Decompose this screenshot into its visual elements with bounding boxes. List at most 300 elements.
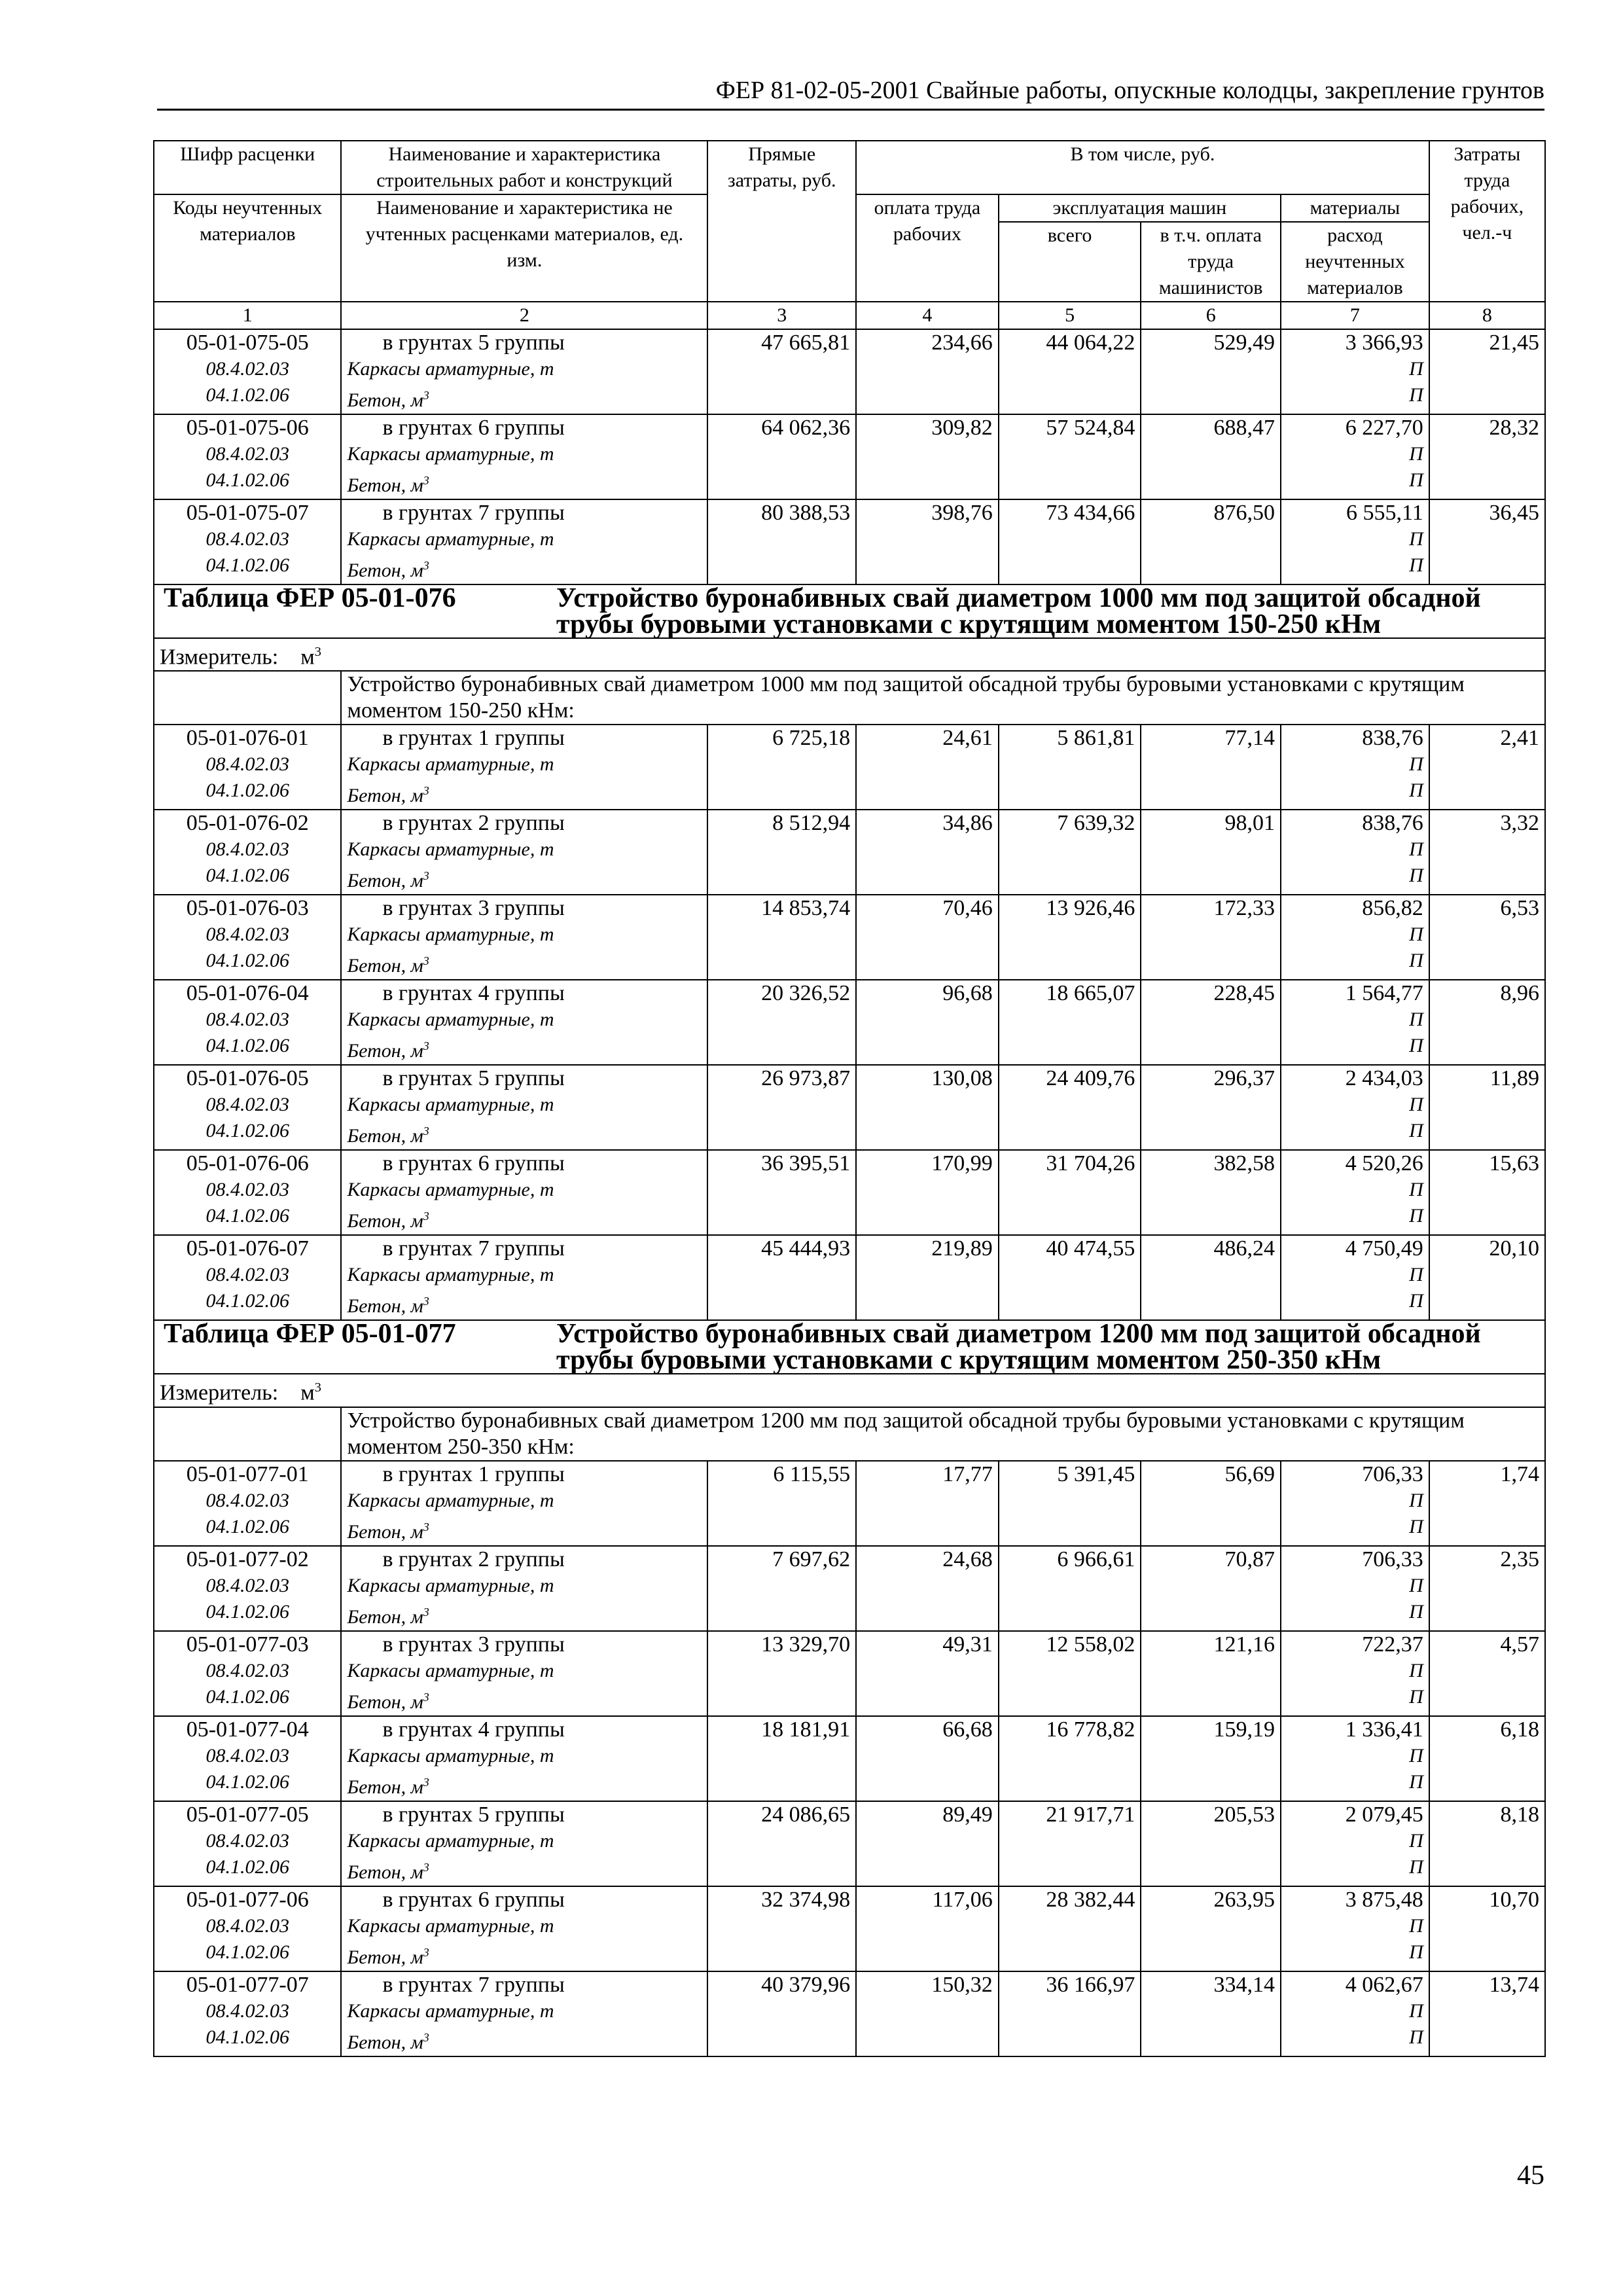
material-name-concrete (347, 2024, 702, 2056)
material-name-concrete (347, 1769, 702, 1801)
material-code: 04.1.02.06 (205, 780, 289, 802)
rate-code-cell (154, 1716, 341, 1801)
value-direct: 32 374,98 (707, 1886, 856, 1971)
material-flag: П (1409, 1914, 1423, 1937)
material-code: 04.1.02.06 (205, 1941, 289, 1963)
rate-name: в грунтах 2 группы (382, 1547, 565, 1571)
value-machinists: 876,50 (1141, 499, 1281, 584)
value-materials: 3 875,48 (1345, 1887, 1423, 1912)
table-row (154, 1461, 1545, 1546)
value-direct: 36 395,51 (707, 1150, 856, 1235)
value-mach: 24 409,76 (999, 1065, 1141, 1150)
material-code: 08.4.02.03 (205, 1179, 289, 1201)
rate-code: 05-01-075-07 (186, 501, 309, 525)
material-code: 08.4.02.03 (205, 1264, 289, 1286)
table-row (154, 329, 1545, 414)
unit-label: Измеритель: (160, 1380, 279, 1405)
rate-code-cell (154, 1631, 341, 1716)
table-row (154, 1235, 1545, 1320)
table-row (154, 1065, 1545, 1150)
superscript: 3 (423, 1520, 429, 1534)
material-flag: П (1409, 1574, 1423, 1596)
rate-code: 05-01-076-05 (186, 1066, 309, 1091)
empty-cell (154, 1407, 341, 1461)
value-materials: 2 434,03 (1345, 1066, 1423, 1091)
material-name: Каркасы арматурные, т (347, 838, 554, 861)
rate-code-cell (154, 414, 341, 499)
rate-name-cell (341, 810, 707, 895)
rate-name-cell (341, 1801, 707, 1886)
rate-code-cell (154, 1546, 341, 1631)
value-mach: 16 778,82 (999, 1716, 1141, 1801)
material-code: 04.1.02.06 (205, 1770, 289, 1793)
value-labor_pay: 219,89 (856, 1235, 999, 1320)
table-row (154, 1801, 1545, 1886)
value-labor: 2,41 (1429, 725, 1545, 810)
value-labor: 15,63 (1429, 1150, 1545, 1235)
value-direct: 47 665,81 (707, 329, 856, 414)
material-name: Каркасы арматурные, т (347, 1659, 554, 1681)
value-materials: 838,76 (1362, 811, 1423, 836)
material-name-text: Бетон, м (347, 785, 423, 807)
table-row (154, 980, 1545, 1065)
material-name: Каркасы арматурные, т (347, 1094, 554, 1116)
superscript: 3 (423, 1295, 429, 1308)
value-materials: 4 520,26 (1345, 1151, 1423, 1176)
rate-name-cell (341, 1546, 707, 1631)
material-code: 04.1.02.06 (205, 1205, 289, 1227)
superscript: 3 (423, 389, 429, 402)
value-machinists: 296,37 (1141, 1065, 1281, 1150)
rate-name-cell (341, 1235, 707, 1320)
value-labor_pay: 117,06 (856, 1886, 999, 1971)
value-machinists: 486,24 (1141, 1235, 1281, 1320)
rate-code-cell (154, 1065, 341, 1150)
material-name-text: Бетон, м (347, 1520, 423, 1543)
table-label: Таблица ФЕР 05-01-077 (164, 1319, 456, 1350)
value-materials: 4 750,49 (1345, 1236, 1423, 1261)
unit-label: Измеритель: (160, 645, 279, 670)
material-name: Каркасы арматурные, т (347, 358, 554, 380)
material-flag: П (1409, 358, 1423, 380)
material-name: Каркасы арматурные, т (347, 1179, 554, 1201)
material-name: Каркасы арматурные, т (347, 1574, 554, 1596)
material-name-concrete (347, 1514, 702, 1545)
material-name-text: Бетон, м (347, 955, 423, 977)
value-machinists: 529,49 (1141, 329, 1281, 414)
table-row (154, 499, 1545, 584)
material-code: 04.1.02.06 (205, 1685, 289, 1708)
table-row (154, 414, 1545, 499)
value-mach: 21 917,71 (999, 1801, 1141, 1886)
rate-code-cell (154, 1801, 341, 1886)
material-name-concrete (347, 778, 702, 809)
material-flag: П (1409, 1770, 1423, 1793)
material-flag: П (1409, 780, 1423, 802)
value-mach: 28 382,44 (999, 1886, 1141, 1971)
rate-name: в грунтах 6 группы (382, 416, 565, 440)
material-name-concrete (347, 1684, 702, 1715)
description-row (154, 1407, 1545, 1461)
rate-name-cell (341, 1886, 707, 1971)
value-machinists: 172,33 (1141, 895, 1281, 980)
material-code: 04.1.02.06 (205, 384, 289, 406)
rate-code: 05-01-075-06 (186, 416, 309, 440)
page-number: 45 (1517, 2161, 1544, 2191)
value-mach: 6 966,61 (999, 1546, 1141, 1631)
material-flag: П (1409, 1035, 1423, 1057)
value-mach: 73 434,66 (999, 499, 1141, 584)
rate-name-cell (341, 1631, 707, 1716)
rate-code: 05-01-076-03 (186, 896, 309, 921)
material-flag: П (1409, 1659, 1423, 1681)
value-materials-cell (1281, 1461, 1429, 1546)
material-code: 08.4.02.03 (205, 1094, 289, 1116)
rate-code-cell (154, 329, 341, 414)
value-machinists: 159,19 (1141, 1716, 1281, 1801)
rate-name-cell (341, 1150, 707, 1235)
superscript: 3 (423, 1945, 429, 1959)
rate-name: в грунтах 7 группы (382, 1972, 565, 1997)
value-direct: 6 725,18 (707, 725, 856, 810)
value-direct: 13 329,70 (707, 1631, 856, 1716)
material-flag: П (1409, 1179, 1423, 1201)
superscript: 3 (423, 1690, 429, 1704)
value-machinists: 688,47 (1141, 414, 1281, 499)
value-labor_pay: 24,68 (856, 1546, 999, 1631)
unit-row (154, 638, 1545, 671)
material-flag: П (1409, 1941, 1423, 1963)
rate-code: 05-01-077-06 (186, 1887, 309, 1912)
material-name: Каркасы арматурные, т (347, 924, 554, 946)
value-materials-cell (1281, 1716, 1429, 1801)
material-code: 08.4.02.03 (205, 1009, 289, 1031)
material-code: 08.4.02.03 (205, 838, 289, 861)
material-name-text: Бетон, м (347, 1776, 423, 1798)
superscript: 3 (423, 1039, 429, 1053)
col-num: 2 (341, 302, 707, 329)
rate-code: 05-01-077-05 (186, 1802, 309, 1827)
value-labor: 6,18 (1429, 1716, 1545, 1801)
value-labor: 2,35 (1429, 1546, 1545, 1631)
material-code: 04.1.02.06 (205, 1515, 289, 1537)
value-machinists: 121,16 (1141, 1631, 1281, 1716)
value-labor_pay: 150,32 (856, 1971, 999, 2056)
header-rule (157, 109, 1544, 111)
value-labor_pay: 70,46 (856, 895, 999, 980)
rate-code: 05-01-077-02 (186, 1547, 309, 1571)
value-machinists: 334,14 (1141, 1971, 1281, 2056)
material-flag: П (1409, 1094, 1423, 1116)
material-name-text: Бетон, м (347, 1605, 423, 1628)
value-labor_pay: 130,08 (856, 1065, 999, 1150)
value-machinists: 228,45 (1141, 980, 1281, 1065)
value-materials-cell (1281, 329, 1429, 414)
value-mach: 36 166,97 (999, 1971, 1141, 2056)
material-name: Каркасы арматурные, т (347, 1829, 554, 1852)
value-labor_pay: 96,68 (856, 980, 999, 1065)
value-materials: 722,37 (1362, 1632, 1423, 1657)
material-flag: П (1409, 1600, 1423, 1623)
material-flag: П (1409, 1009, 1423, 1031)
material-name-text: Бетон, м (347, 1040, 423, 1062)
material-flag: П (1409, 1120, 1423, 1142)
value-materials: 838,76 (1362, 726, 1423, 751)
material-name-text: Бетон, м (347, 1861, 423, 1883)
col-machinists: в т.ч. оплата труда машинистов (1141, 222, 1281, 302)
material-name-concrete (347, 552, 702, 584)
rate-name: в грунтах 2 группы (382, 811, 565, 836)
material-flag: П (1409, 924, 1423, 946)
material-flag: П (1409, 1856, 1423, 1878)
table-row (154, 725, 1545, 810)
value-mach: 31 704,26 (999, 1150, 1141, 1235)
col-name: Наименование и характеристика строительных работ и конструкций (341, 141, 707, 194)
rate-name-cell (341, 414, 707, 499)
value-labor: 28,32 (1429, 414, 1545, 499)
value-labor: 36,45 (1429, 499, 1545, 584)
value-materials: 706,33 (1362, 1462, 1423, 1486)
rate-name: в грунтах 1 группы (382, 1462, 565, 1486)
unit-row (154, 1374, 1545, 1407)
table-title: Устройство буронабивных свай диаметром 1200 мм под защитой обсадной трубы буровыми установками с крутящим моментом 250-350 кНм (556, 1319, 1481, 1376)
material-code: 08.4.02.03 (205, 1659, 289, 1681)
rate-code-cell (154, 1235, 341, 1320)
value-materials-cell (1281, 499, 1429, 584)
value-materials-cell (1281, 1631, 1429, 1716)
material-code: 08.4.02.03 (205, 1829, 289, 1852)
table-title-row (154, 584, 1545, 638)
table-title-row (154, 1320, 1545, 1374)
material-flag: П (1409, 1205, 1423, 1227)
value-direct: 6 115,55 (707, 1461, 856, 1546)
rate-name: в грунтах 4 группы (382, 981, 565, 1006)
rate-code: 05-01-077-04 (186, 1717, 309, 1742)
value-materials-cell (1281, 414, 1429, 499)
unit-value: м (300, 1380, 315, 1405)
value-direct: 45 444,93 (707, 1235, 856, 1320)
rate-code: 05-01-077-03 (186, 1632, 309, 1657)
table-row (154, 1150, 1545, 1235)
rate-name: в грунтах 5 группы (382, 331, 565, 355)
value-labor: 8,96 (1429, 980, 1545, 1065)
table-row (154, 1716, 1545, 1801)
value-mach: 57 524,84 (999, 414, 1141, 499)
material-name-text: Бетон, м (347, 1210, 423, 1232)
rate-name: в грунтах 6 группы (382, 1887, 565, 1912)
description-row (154, 671, 1545, 725)
material-name: Каркасы арматурные, т (347, 1489, 554, 1511)
value-materials-cell (1281, 1886, 1429, 1971)
rate-name-cell (341, 980, 707, 1065)
value-labor_pay: 309,82 (856, 414, 999, 499)
material-code: 08.4.02.03 (205, 753, 289, 776)
table-row (154, 1971, 1545, 2056)
material-flag: П (1409, 1290, 1423, 1312)
rate-code: 05-01-075-05 (186, 331, 309, 355)
material-name-text: Бетон, м (347, 870, 423, 892)
rate-name-cell (341, 499, 707, 584)
material-name-text: Бетон, м (347, 2031, 423, 2053)
rate-code: 05-01-077-07 (186, 1972, 309, 1997)
material-flag: П (1409, 1489, 1423, 1511)
value-machinists: 205,53 (1141, 1801, 1281, 1886)
col-incl: В том числе, руб. (856, 141, 1429, 194)
rate-name-cell (341, 1461, 707, 1546)
superscript: 3 (314, 1380, 321, 1395)
material-code: 04.1.02.06 (205, 1600, 289, 1623)
rate-code: 05-01-077-01 (186, 1462, 309, 1486)
value-materials: 4 062,67 (1345, 1972, 1423, 1997)
value-direct: 80 388,53 (707, 499, 856, 584)
material-name-text: Бетон, м (347, 1125, 423, 1147)
material-name-text: Бетон, м (347, 475, 423, 496)
col-shifr: Шифр расценки (154, 141, 341, 194)
value-labor_pay: 17,77 (856, 1461, 999, 1546)
col-materials: материалы (1281, 194, 1429, 222)
material-code: 04.1.02.06 (205, 469, 289, 491)
material-code: 08.4.02.03 (205, 1914, 289, 1937)
value-direct: 8 512,94 (707, 810, 856, 895)
material-name: Каркасы арматурные, т (347, 528, 554, 550)
unit-cell (154, 638, 1545, 671)
rate-name-cell (341, 725, 707, 810)
table-title: Устройство буронабивных свай диаметром 1000 мм под защитой обсадной трубы буровыми установками с крутящим моментом 150-250 кНм (556, 583, 1481, 639)
rate-code: 05-01-076-07 (186, 1236, 309, 1261)
material-flag: П (1409, 1829, 1423, 1852)
material-flag: П (1409, 554, 1423, 576)
material-flag: П (1409, 2026, 1423, 2048)
material-name-concrete (347, 948, 702, 979)
value-labor_pay: 398,76 (856, 499, 999, 584)
material-name-concrete (347, 1203, 702, 1234)
value-direct: 7 697,62 (707, 1546, 856, 1631)
value-materials: 1 564,77 (1345, 981, 1423, 1006)
value-machinists: 263,95 (1141, 1886, 1281, 1971)
material-flag: П (1409, 2000, 1423, 2022)
value-materials-cell (1281, 1546, 1429, 1631)
value-direct: 64 062,36 (707, 414, 856, 499)
material-name: Каркасы арматурные, т (347, 753, 554, 776)
material-code: 04.1.02.06 (205, 554, 289, 576)
value-labor_pay: 170,99 (856, 1150, 999, 1235)
superscript: 3 (423, 2030, 429, 2044)
col-num: 7 (1281, 302, 1429, 329)
col-codes: Коды неучтенных материалов (154, 194, 341, 302)
value-direct: 14 853,74 (707, 895, 856, 980)
rate-name: в грунтах 3 группы (382, 1632, 565, 1657)
superscript: 3 (423, 1605, 429, 1619)
material-flag: П (1409, 384, 1423, 406)
rates-table (153, 140, 1546, 2057)
value-mach: 13 926,46 (999, 895, 1141, 980)
material-code: 04.1.02.06 (205, 1856, 289, 1878)
rate-name-cell (341, 1716, 707, 1801)
table-body (154, 141, 1545, 2056)
rate-name: в грунтах 1 группы (382, 726, 565, 751)
material-flag: П (1409, 528, 1423, 550)
material-code: 04.1.02.06 (205, 1035, 289, 1057)
value-materials-cell (1281, 1801, 1429, 1886)
value-labor: 8,18 (1429, 1801, 1545, 1886)
superscript: 3 (423, 1860, 429, 1874)
col-num: 8 (1429, 302, 1545, 329)
material-code: 08.4.02.03 (205, 358, 289, 380)
material-name-text: Бетон, м (347, 389, 423, 411)
value-mach: 44 064,22 (999, 329, 1141, 414)
table-description: Устройство буронабивных свай диаметром 1000 мм под защитой обсадной трубы буровыми установками с крутящим моментом 150-250 кНм: (341, 671, 1545, 725)
material-flag: П (1409, 950, 1423, 972)
value-mach: 7 639,32 (999, 810, 1141, 895)
material-code: 04.1.02.06 (205, 2026, 289, 2048)
col-num: 5 (999, 302, 1141, 329)
table-title-cell (154, 584, 1545, 638)
material-name-text: Бетон, м (347, 1691, 423, 1713)
value-materials: 856,82 (1362, 896, 1423, 921)
rate-name-cell (341, 895, 707, 980)
value-mach: 12 558,02 (999, 1631, 1141, 1716)
superscript: 3 (423, 1210, 429, 1223)
rate-code: 05-01-076-02 (186, 811, 309, 836)
rate-code-cell (154, 1150, 341, 1235)
value-materials-cell (1281, 1065, 1429, 1150)
material-name: Каркасы арматурные, т (347, 1264, 554, 1286)
rate-code-cell (154, 810, 341, 895)
material-name: Каркасы арматурные, т (347, 1009, 554, 1031)
value-direct: 20 326,52 (707, 980, 856, 1065)
material-code: 08.4.02.03 (205, 1574, 289, 1596)
superscript: 3 (423, 1124, 429, 1138)
value-labor_pay: 89,49 (856, 1801, 999, 1886)
table-row (154, 895, 1545, 980)
table-row (154, 1546, 1545, 1631)
header-row-1 (154, 141, 1545, 194)
value-labor: 1,74 (1429, 1461, 1545, 1546)
material-code: 08.4.02.03 (205, 1489, 289, 1511)
material-code: 04.1.02.06 (205, 1290, 289, 1312)
material-code: 04.1.02.06 (205, 865, 289, 887)
material-code: 08.4.02.03 (205, 924, 289, 946)
material-name-text: Бетон, м (347, 1946, 423, 1968)
rate-code-cell (154, 725, 341, 810)
table-label: Таблица ФЕР 05-01-076 (164, 583, 456, 613)
col-labor: Затраты труда рабочих, чел.-ч (1429, 141, 1545, 302)
value-materials: 6 227,70 (1345, 416, 1423, 440)
superscript: 3 (314, 645, 321, 659)
material-name-text: Бетон, м (347, 1295, 423, 1318)
value-labor: 21,45 (1429, 329, 1545, 414)
col-num: 6 (1141, 302, 1281, 329)
material-name: Каркасы арматурные, т (347, 2000, 554, 2022)
value-materials: 2 079,45 (1345, 1802, 1423, 1827)
material-name-concrete (347, 1939, 702, 1971)
value-labor_pay: 34,86 (856, 810, 999, 895)
col-machines: эксплуатация машин (999, 194, 1281, 222)
value-materials-cell (1281, 810, 1429, 895)
rate-name: в грунтах 7 группы (382, 1236, 565, 1261)
material-name-concrete (347, 1854, 702, 1886)
rate-name-cell (341, 329, 707, 414)
material-name-concrete (347, 863, 702, 894)
value-machinists: 56,69 (1141, 1461, 1281, 1546)
material-name-concrete (347, 1118, 702, 1149)
value-labor_pay: 234,66 (856, 329, 999, 414)
rate-name: в грунтах 4 группы (382, 1717, 565, 1742)
table-title-cell (154, 1320, 1545, 1374)
value-materials-cell (1281, 895, 1429, 980)
table-row (154, 1631, 1545, 1716)
material-flag: П (1409, 838, 1423, 861)
